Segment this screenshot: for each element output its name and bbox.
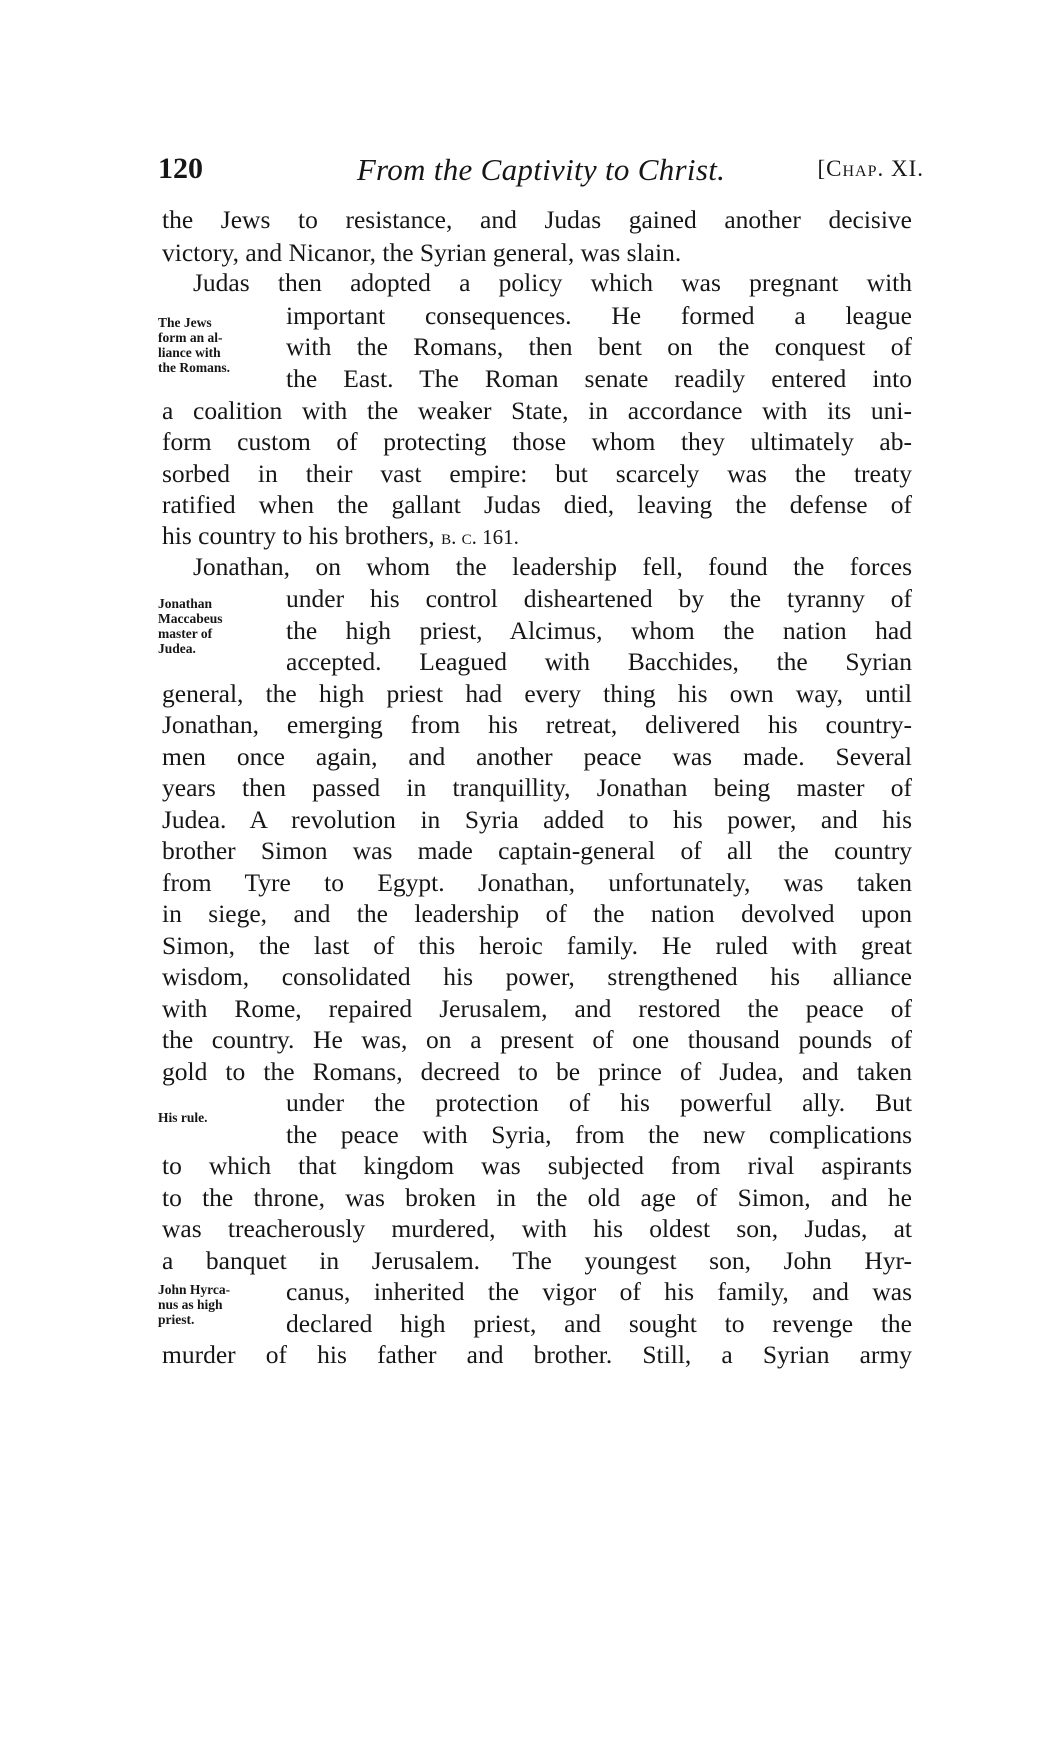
- margin-note-line: The Jews: [158, 315, 212, 330]
- text-line: the high priest, Alcimus, whom the nation had: [286, 616, 912, 645]
- text-line: a coalition with the weaker State, in accordance with its uni-: [162, 396, 912, 425]
- margin-note-rule: [158, 1110, 266, 1125]
- margin-note-line: form an al-: [158, 330, 223, 345]
- running-title: From the Captivity to Christ.: [356, 152, 726, 187]
- margin-note-line: liance with: [158, 345, 221, 360]
- text-line: Jonathan, on whom the leadership fell, found the forces: [193, 552, 912, 581]
- text-line: with Rome, repaired Jerusalem, and restored the peace of: [162, 994, 912, 1023]
- text-line: brother Simon was made captain-general of all the country: [162, 836, 912, 865]
- text-line: accepted. Leagued with Bacchides, the Syrian: [286, 647, 912, 676]
- margin-note-hyrcanus: [158, 1282, 266, 1327]
- text-line: to the throne, was broken in the old age of Simon, and he: [162, 1183, 912, 1212]
- date-text: b. c. 161.: [441, 525, 519, 549]
- text-line: under his control disheartened by the tyranny of: [286, 584, 912, 613]
- text-line: years then passed in tranquillity, Jonathan being master of: [162, 773, 912, 802]
- text-line: from Tyre to Egypt. Jonathan, unfortunately, was taken: [162, 868, 912, 897]
- text-line: general, the high priest had every thing his own way, until: [162, 679, 912, 708]
- chapter-reference: [Chap. XI.: [817, 156, 924, 181]
- text-line: sorbed in their vast empire: but scarcely was the treaty: [162, 459, 912, 488]
- page-header: [158, 152, 924, 192]
- margin-note-line: the Romans.: [158, 360, 231, 375]
- page-number: 120: [158, 152, 203, 185]
- margin-note-line: priest.: [158, 1312, 195, 1327]
- margin-note-line: Jonathan: [158, 596, 213, 611]
- text-line: Judas then adopted a policy which was pregnant with: [193, 268, 912, 297]
- text-line: victory, and Nicanor, the Syrian general, was slain.: [162, 238, 682, 267]
- text-line: Judea. A revolution in Syria added to his power, and his: [162, 805, 912, 834]
- text-line: gold to the Romans, decreed to be prince of Judea, and taken: [162, 1057, 912, 1086]
- text-line: Jonathan, emerging from his retreat, delivered his country-: [162, 710, 912, 739]
- text-line: to which that kingdom was subjected from rival aspirants: [162, 1151, 912, 1180]
- margin-note-line: nus as high: [158, 1297, 223, 1312]
- text-line-start: his country to his brothers,: [162, 521, 442, 550]
- margin-note-line: Judea.: [158, 641, 196, 656]
- text-line: murder of his father and brother. Still, a Syrian army: [162, 1340, 912, 1369]
- text-line: the peace with Syria, from the new complications: [286, 1120, 912, 1149]
- text-line: men once again, and another peace was made. Several: [162, 742, 912, 771]
- text-line: under the protection of his powerful ally. But: [286, 1088, 912, 1117]
- text-line: in siege, and the leadership of the nation devolved upon: [162, 899, 912, 928]
- text-line: ratified when the gallant Judas died, leaving the defense of: [162, 490, 912, 519]
- text-line: wisdom, consolidated his power, strengthened his alliance: [162, 962, 912, 991]
- text-line: was treacherously murdered, with his oldest son, Judas, at: [162, 1214, 912, 1243]
- margin-note-jonathan: [158, 596, 266, 656]
- text-line: important consequences. He formed a league: [286, 301, 912, 330]
- text-line: declared high priest, and sought to revenge the: [286, 1309, 912, 1338]
- text-line: canus, inherited the vigor of his family, and was: [286, 1277, 912, 1306]
- margin-note-romans: [158, 315, 266, 375]
- text-line: the East. The Roman senate readily entered into: [286, 364, 912, 393]
- margin-note-line: master of: [158, 626, 213, 641]
- text-line: with the Romans, then bent on the conquest of: [286, 332, 912, 361]
- margin-note-line: Maccabeus: [158, 611, 223, 626]
- margin-note-line: His rule.: [158, 1110, 208, 1125]
- text-line: the country. He was, on a present of one thousand pounds of: [162, 1025, 912, 1054]
- text-line: Simon, the last of this heroic family. He ruled with great: [162, 931, 912, 960]
- text-line: the Jews to resistance, and Judas gained another decisive: [162, 205, 912, 234]
- text-line: form custom of protecting those whom they ultimately ab-: [162, 427, 912, 456]
- text-line: a banquet in Jerusalem. The youngest son, John Hyr-: [162, 1246, 912, 1275]
- text-line: [162, 519, 912, 552]
- margin-note-line: John Hyrca-: [158, 1282, 231, 1297]
